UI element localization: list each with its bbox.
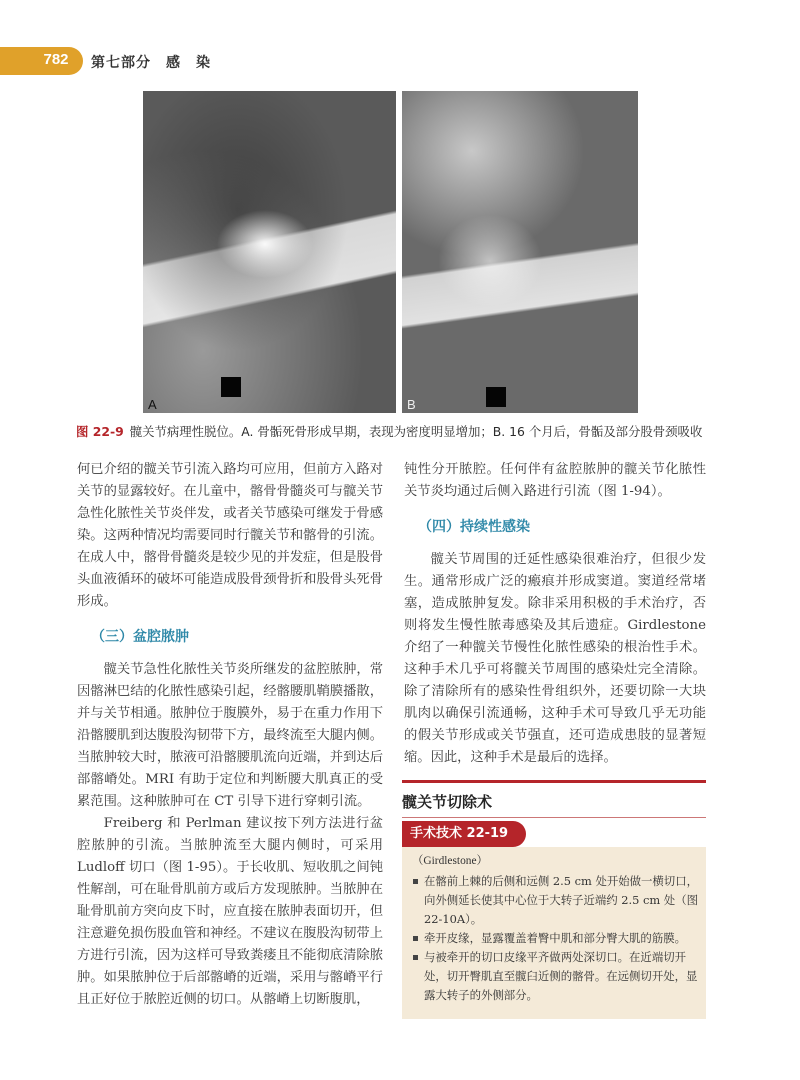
xray-image-a (143, 91, 396, 413)
section-header: 第七部分 感 染 (91, 55, 211, 71)
section-heading-pelvic-abscess: （三）盆腔脓肿 (91, 629, 189, 645)
body-paragraph: 髋关节急性化脓性关节炎所继发的盆腔脓肿，常因髂淋巴结的化脓性感染引起，经髂腰肌鞘膜播散，并与关节相通。脓肿位于腹膜外，易于在重力作用下沿髂腰肌到达腹股沟韧带下方，最终流至大腿内侧。当脓肿较大时，脓液可沿髂腰肌流向近端，并到达后部髂嵴处。MRI 有助于定位和判断腰大肌真正的受累范围。这种脓肿可在 CT 引导下进行穿刺引流。 (77, 662, 383, 809)
technique-step: 在髂前上棘的后侧和远侧 2.5 cm 处开始做一横切口，向外侧延长使其中心位于大转子近端约 2.5 cm 处（图 22-10A）。 (412, 872, 702, 929)
technique-box-content (412, 852, 702, 1005)
technique-step: 与被牵开的切口皮缘平齐做两处深切口。在近端切开处，切开臀肌直至髋臼近侧的髂骨。在远侧切开处，显露大转子的外侧部分。 (412, 948, 702, 1005)
body-paragraph: 何已介绍的髋关节引流入路均可应用，但前方入路对关节的显露较好。在儿童中，髂骨骨髓炎可与髋关节急性化脓性关节炎伴发，或者关节感染可继发于骨感染。这两种情况均需要同时行髋关节和髂骨的引流。在成人中，髂骨骨髓炎是较少见的并发症，但是股骨头血液循环的破坏可能造成股骨颈骨折和股骨头死骨形成。 (77, 462, 383, 609)
surgical-technique-badge: 手术技术 22-19 (402, 821, 526, 847)
technique-box-top-rule (402, 780, 706, 783)
panel-label-a: A (148, 397, 157, 412)
technique-box-divider (402, 817, 706, 818)
right-column (404, 459, 706, 769)
body-paragraph: 髋关节周围的迁延性感染很难治疗，但很少发生。通常形成广泛的瘢痕并形成窦道。窦道经常堵塞，造成脓肿复发。除非采用积极的手术治疗，否则将发生慢性脓毒感染及其后遗症。Girdlestone 介绍了一种髋关节慢性化脓性感染的根治性手术。这种手术几乎可将髋关节周围的感染灶完全清除。除了清除所有的感染性骨组织外，还要切除一大块肌肉以确保引流通畅，这种手术可导致几乎无功能的假关节形成或关节强直，还可造成患肢的显著短缩。因此，这种手术是最后的选择。 (404, 552, 706, 765)
section-heading-persistent-infection: （四）持续性感染 (418, 519, 530, 535)
figure-label: 图 22-9 (76, 424, 124, 439)
figure-caption-text: 髋关节病理性脱位。A. 骨骺死骨形成早期，表现为密度明显增加；B. 16 个月后，骨骺及部分股骨颈吸收 (129, 424, 703, 439)
technique-steps-list (412, 872, 702, 1005)
xray-image-b (402, 91, 638, 413)
panel-label-b: B (407, 397, 416, 412)
radiograph-marker (486, 387, 506, 407)
technique-subtitle: （Girdlestone） (412, 855, 488, 867)
page-number: 782 (43, 51, 69, 68)
left-column (77, 459, 383, 1011)
technique-box-title: 髋关节切除术 (402, 793, 493, 811)
figure-caption (76, 422, 736, 440)
body-paragraph: Freiberg 和 Perlman 建议按下列方法进行盆腔脓肿的引流。当脓肿流至大腿内侧时，可采用 Ludloff 切口（图 1-95）。于长收肌、短收肌之间钝性解剖，可在耻骨肌前方或后方发现脓肿。当脓肿在耻骨肌前方突向皮下时，应直接在脓肿表面切开，但注意避免损伤股血管和神经。不建议在腹股沟韧带上方进行引流，因为这样可导致粪瘘且不能彻底清除脓肿。如果脓肿位于后部髂嵴的近端，采用与髂嵴平行且正好位于脓腔近侧的切口。从髂嵴上切断腹肌， (77, 816, 383, 1007)
technique-step: 牵开皮缘，显露覆盖着臀中肌和部分臀大肌的筋膜。 (412, 929, 702, 948)
body-paragraph: 钝性分开脓腔。任何伴有盆腔脓肿的髋关节化脓性关节炎均通过后侧入路进行引流（图 1-94）。 (404, 462, 706, 499)
radiograph-marker (221, 377, 241, 397)
